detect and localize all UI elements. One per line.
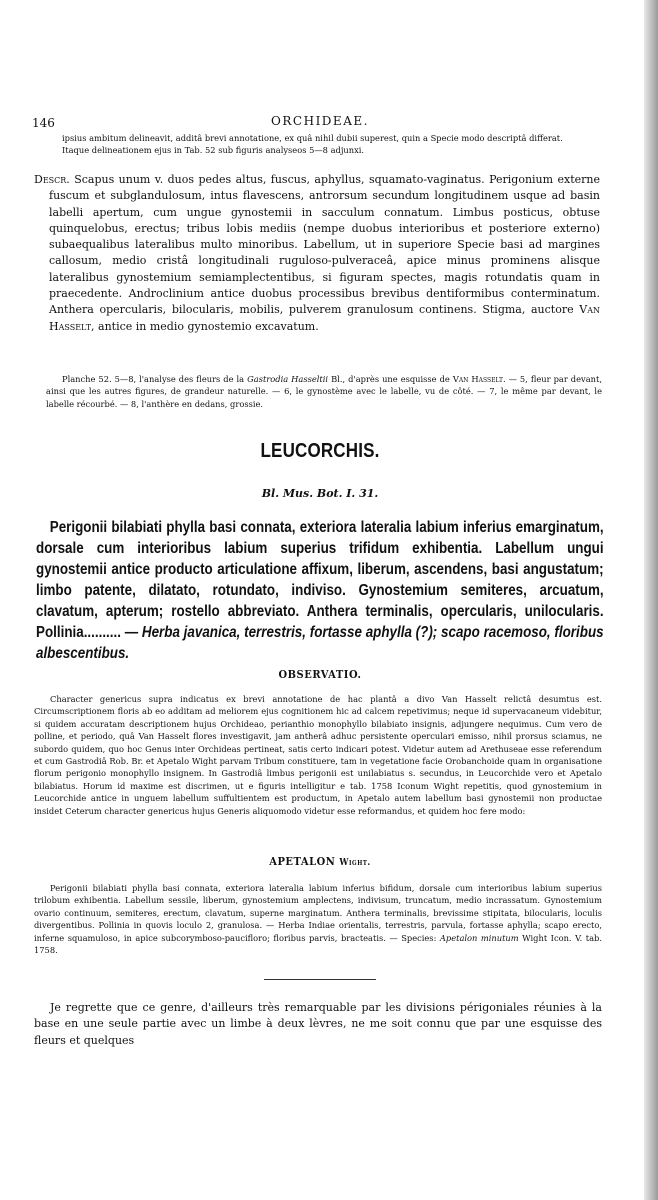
page-number: 146	[32, 116, 55, 130]
genus-title: LEUCORCHIS.	[260, 440, 380, 462]
closing-text: Je regrette que ce genre, d'ailleurs très remarquable par les divisions périgoniales réunies à la base en une seule partie avec un limbe à deux lèvres, ne me soit connu que par une esquisse des fleurs et quelques	[34, 1001, 602, 1047]
apetalon-paragraph	[34, 882, 602, 956]
page-edge-shadow	[644, 0, 658, 1200]
description-paragraph	[34, 172, 600, 335]
apetalon-species-tail: Wight Icon. V. tab. 1758.	[34, 932, 602, 956]
descr-author: Van Hasselt	[49, 303, 600, 333]
apetalon-text: Perigonii bilabiati phylla basi connata, exteriora lateralia labium inferius bifidum, dorsale cum interioribus labium superius trilobum exhibentia. Labellum sessile, liberum, gynostemium amplectens, indivisum, truncatum, medio incrassatum. Gynostemium ovario continuum, semiteres, erectum, clavatum, superne marginatum. Anthera terminalis, brevissime stipitata, bilocularis, loculis divergentibus. Pollinia in quovis loculo 2, granulosa. — Herba Indiae orientalis, terrestris, parvula, fortasse aphylla; scapo erecto, inferne squamuloso, in apice subcorymboso-paucifloro; floribus parvis, bracteatis. — Species:	[34, 883, 602, 943]
apetalon-author: Wight.	[339, 858, 371, 868]
plate-caption-a: Planche 52. 5—8, l'analyse des fleurs de la	[62, 374, 248, 384]
diagnosis-habit: Herba javanica, terrestris, fortasse aphylla (?); scapo racemoso, floribus albescentibus.	[36, 624, 604, 662]
observatio-text: Character genericus supra indicatus ex brevi annotatione de hac plantâ a divo Van Hasselt relictâ desumtus est. Circumscriptionem floris ab eo additam ad meliorem ejus cognitionem hic ad calcem repetivimus; neque id supervacaneum videbitur, si quidem accuratam descriptionem hujus Orchideao, perianthio monophyllo bilabiato insignis, adjungere nequimus. Cum vero de polline, et periodo, quâ Van Hasselt flores investigavit, jam antherâ adhuc persistente operculari emisso, nihil prorsus sciamus, ne subordo quidem, quo hoc Genus inter Orchideas pertineat, satis certo indicari potest. Videtur autem ad Arethuseae esse referendum et cum Gastrodiâ Rob. Br. et Apetalo Wight parvam Tribum constituere, tam in vegetatione facie Orobanchoide quam in organisatione florum perigonio monophyllo insignem. In Gastrodiâ limbus perigonii est unilabiatus s. secundus, in Leucorchide vero et Apetalo bilabiatus. Horum id maxime est discrimen, ut e figuris intelligitur e tab. 1758 Iconum Wight repetitis, quod gynostemium in Leucorchide antice in unguem labellum suffultientem est productum, in Apetalo autem labellum basi gynostemii non productae insidet Ceterum character genericus hujus Generis aliquomodo videtur esse reformandus, et quidem hoc fere modo:	[34, 694, 602, 816]
descr-tail: , antice in medio gynostemio excavatum.	[91, 319, 319, 333]
genus-reference: Bl. Mus. Bot. I. 31.	[261, 487, 379, 500]
closing-paragraph	[34, 1000, 602, 1049]
intro-line-2: Itaque delineationem ejus in Tab. 52 sub figuris analyseos 5—8 adjunxi.	[62, 145, 365, 156]
apetalon-heading	[32, 855, 608, 868]
apetalon-species: Apetalon minutum	[439, 932, 519, 943]
intro-paragraph	[62, 132, 602, 157]
descr-lead: Descr.	[34, 173, 70, 186]
plate-caption	[46, 373, 602, 410]
diagnosis-text: Perigonii bilabiati phylla basi connata, exteriora lateralia labium inferius emarginatum, dorsale cum interioribus labium superius trifidum exhibentia. Labellum ungui gynostemii antice producto articulatione affixum, liberum, ascendens, basi angustatum; limbo patente, dilatato, rotundato, indiviso. Gynostemium semiteres, arcuatum, clavatum, apterum; rostello abbreviato. Anthera terminalis, opercularis, unilocularis. Pollinia.......... —	[36, 519, 604, 641]
descr-text: Scapus unum v. duos pedes altus, fuscus, aphyllus, squamato-vaginatus. Perigonium externe fuscum et subglandulosum, intus flavescens, antrorsum secundum longitudinem usque ad basin labelli apertum, cum ungue gynostemii in sacculum connatum. Limbus posticus, obtuse quinquelobus, erectus; tribus lobis mediis (nempe duobus interioribus et posteriore externo) subaequalibus lateralibus multo minoribus. Labellum, ut in superiore Specie basi ad margines callosum, medio cristâ longitudinali ruguloso-pulveraceâ, apice minus prominens alisque lateralibus gynostemium semiamplectentibus, si figuram spectes, magis rotundatis quam in praecedente. Androclinium antice duobus processibus brevibus dentiformibus conterminatum. Anthera opercularis, bilocularis, mobilis, pulverem granulosum continens. Stigma, auctore	[49, 173, 600, 317]
intro-line-1: ipsius ambitum delineavit, additâ brevi annotatione, ex quâ nihil dubii superest, quin a Specie modo descriptâ differat.	[62, 133, 563, 143]
plate-caption-species: Gastrodia Hasseltii	[247, 374, 329, 384]
observatio-paragraph	[34, 693, 602, 817]
genus-diagnosis	[36, 517, 604, 664]
plate-caption-b: Bl., d'après une esquisse de	[328, 374, 453, 384]
plate-caption-c: . — 5, fleur par devant, ainsi que les autres figures, de grandeur naturelle. — 6, le gynostème avec le labelle, vu de côté. — 7, le même par devant, le labelle récourbé. — 8, l'anthère en dedans, grossie.	[46, 374, 602, 409]
plate-caption-author: Van Hasselt	[452, 374, 503, 384]
apetalon-title: APETALON	[269, 855, 336, 868]
running-title: ORCHIDEAE.	[271, 114, 369, 128]
observatio-heading: OBSERVATIO.	[278, 668, 362, 681]
section-divider	[264, 979, 376, 980]
